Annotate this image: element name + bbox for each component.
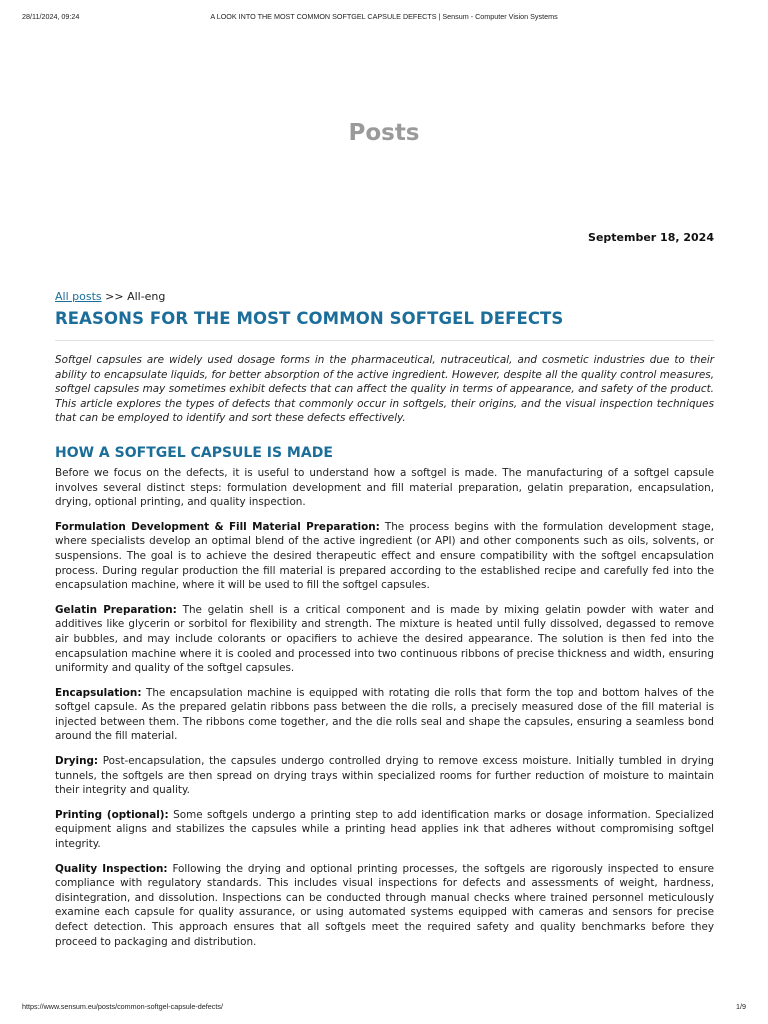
post-date: September 18, 2024 <box>588 231 714 244</box>
print-page-number: 1/9 <box>736 1002 746 1011</box>
step-label: Gelatin Preparation: <box>55 603 177 616</box>
step-text: Post-encapsulation, the capsules undergo controlled drying to remove excess moisture. Initially tumbled in drying tunnels, the softgels are then spread on drying trays within specialized rooms for further reduction of moisture to maintain their integrity and quality. <box>55 755 714 797</box>
step-label: Drying: <box>55 755 99 768</box>
step-encapsulation <box>55 686 714 744</box>
breadcrumb-current: All-eng <box>127 290 166 303</box>
step-quality-inspection <box>55 862 714 950</box>
title-divider <box>55 340 714 341</box>
step-label: Formulation Development & Fill Material Preparation: <box>55 520 380 533</box>
section-intro: Before we focus on the defects, it is useful to understand how a softgel is made. The manufacturing of a softgel capsule involves several distinct steps: formulation development and fill material preparation, gelatin preparation, encapsulation, drying, optional printing, and quality inspection. <box>55 466 714 509</box>
step-text: Following the drying and optional printing processes, the softgels are rigorously inspected to ensure compliance with regulatory standards. This includes visual inspections for defects and assessments of weight, hardness, disintegration, and dissolution. Inspections can be conducted through manual checks where trained personnel meticulously examine each capsule for quality assurance, or using automated systems equipped with cameras and sensors for precise defect detection. This approach ensures that all softgels meet the required safety and quality benchmarks before they proceed to packaging and distribution. <box>55 862 714 948</box>
article-content <box>55 290 714 949</box>
step-label: Quality Inspection: <box>55 862 168 875</box>
breadcrumb <box>55 290 714 304</box>
article-title: REASONS FOR THE MOST COMMON SOFTGEL DEFECTS <box>55 309 564 328</box>
print-footer <box>22 1002 746 1012</box>
article-intro: Softgel capsules are widely used dosage forms in the pharmaceutical, nutraceutical, and cosmetic industries due to their ability to encapsulate liquids, for better absorption of the active ingredient. However, despite all the quality control measures, softgel capsules may sometimes exhibit defects that can affect the quality in terms of appearance, and safety of the product. This article explores the types of defects that commonly occur in softgels, their origins, and the visual inspection techniques that can be employed to identify and sort these defects effectively. <box>55 354 714 425</box>
step-gelatin-preparation <box>55 603 714 676</box>
step-label: Encapsulation: <box>55 686 142 699</box>
print-page-title: A LOOK INTO THE MOST COMMON SOFTGEL CAPSULE DEFECTS | Sensum - Computer Vision Systems <box>210 12 558 21</box>
step-formulation <box>55 520 714 593</box>
step-text: The gelatin shell is a critical component and is made by mixing gelatin powder with water and additives like glycerin or sorbitol for flexibility and strength. The mixture is heated until fully dissolved, degassed to remove air bubbles, and may include colorants or opacifiers to achieve the desired appearance. The solution is then fed into the encapsulation machine where it is cooled and processed into two continuous ribbons of precise thickness and width, ensuring uniformity and quality of the softgel capsules. <box>55 603 714 675</box>
step-drying <box>55 754 714 798</box>
step-text: The encapsulation machine is equipped with rotating die rolls that form the top and bottom halves of the softgel capsule. As the prepared gelatin ribbons pass between the die rolls, a precisely measured dose of the fill material is injected between them. The ribbons come together, and the die rolls seal and shape the capsules, ensuring a seamless bond around the fill material. <box>55 686 714 743</box>
step-text: Some softgels undergo a printing step to add identification marks or dosage information. Specialized equipment aligns and stabilizes the capsules while a printing head applies ink that adheres without compromising softgel integrity. <box>55 808 714 851</box>
step-printing <box>55 808 714 852</box>
print-datetime: 28/11/2024, 09:24 <box>22 12 80 21</box>
step-label: Printing (optional): <box>55 808 169 821</box>
breadcrumb-all-posts-link[interactable]: All posts <box>55 290 102 303</box>
print-url: https://www.sensum.eu/posts/common-softgel-capsule-defects/ <box>22 1002 223 1011</box>
print-header <box>22 12 746 22</box>
section-heading-how-made: HOW A SOFTGEL CAPSULE IS MADE <box>55 444 333 461</box>
breadcrumb-separator: >> <box>101 290 128 303</box>
step-text: The process begins with the formulation development stage, where specialists develop an optimal blend of the active ingredient (or API) and other components such as oils, solvents, or suspensions. The goal is to achieve the desired therapeutic effect and ensure compatibility with the softgel encapsulation process. During regular production the fill material is prepared according to the established recipe and carefully fed into the encapsulation machine, where it will be used to fill the softgel capsules. <box>55 520 715 592</box>
page-heading: Posts <box>348 120 420 146</box>
